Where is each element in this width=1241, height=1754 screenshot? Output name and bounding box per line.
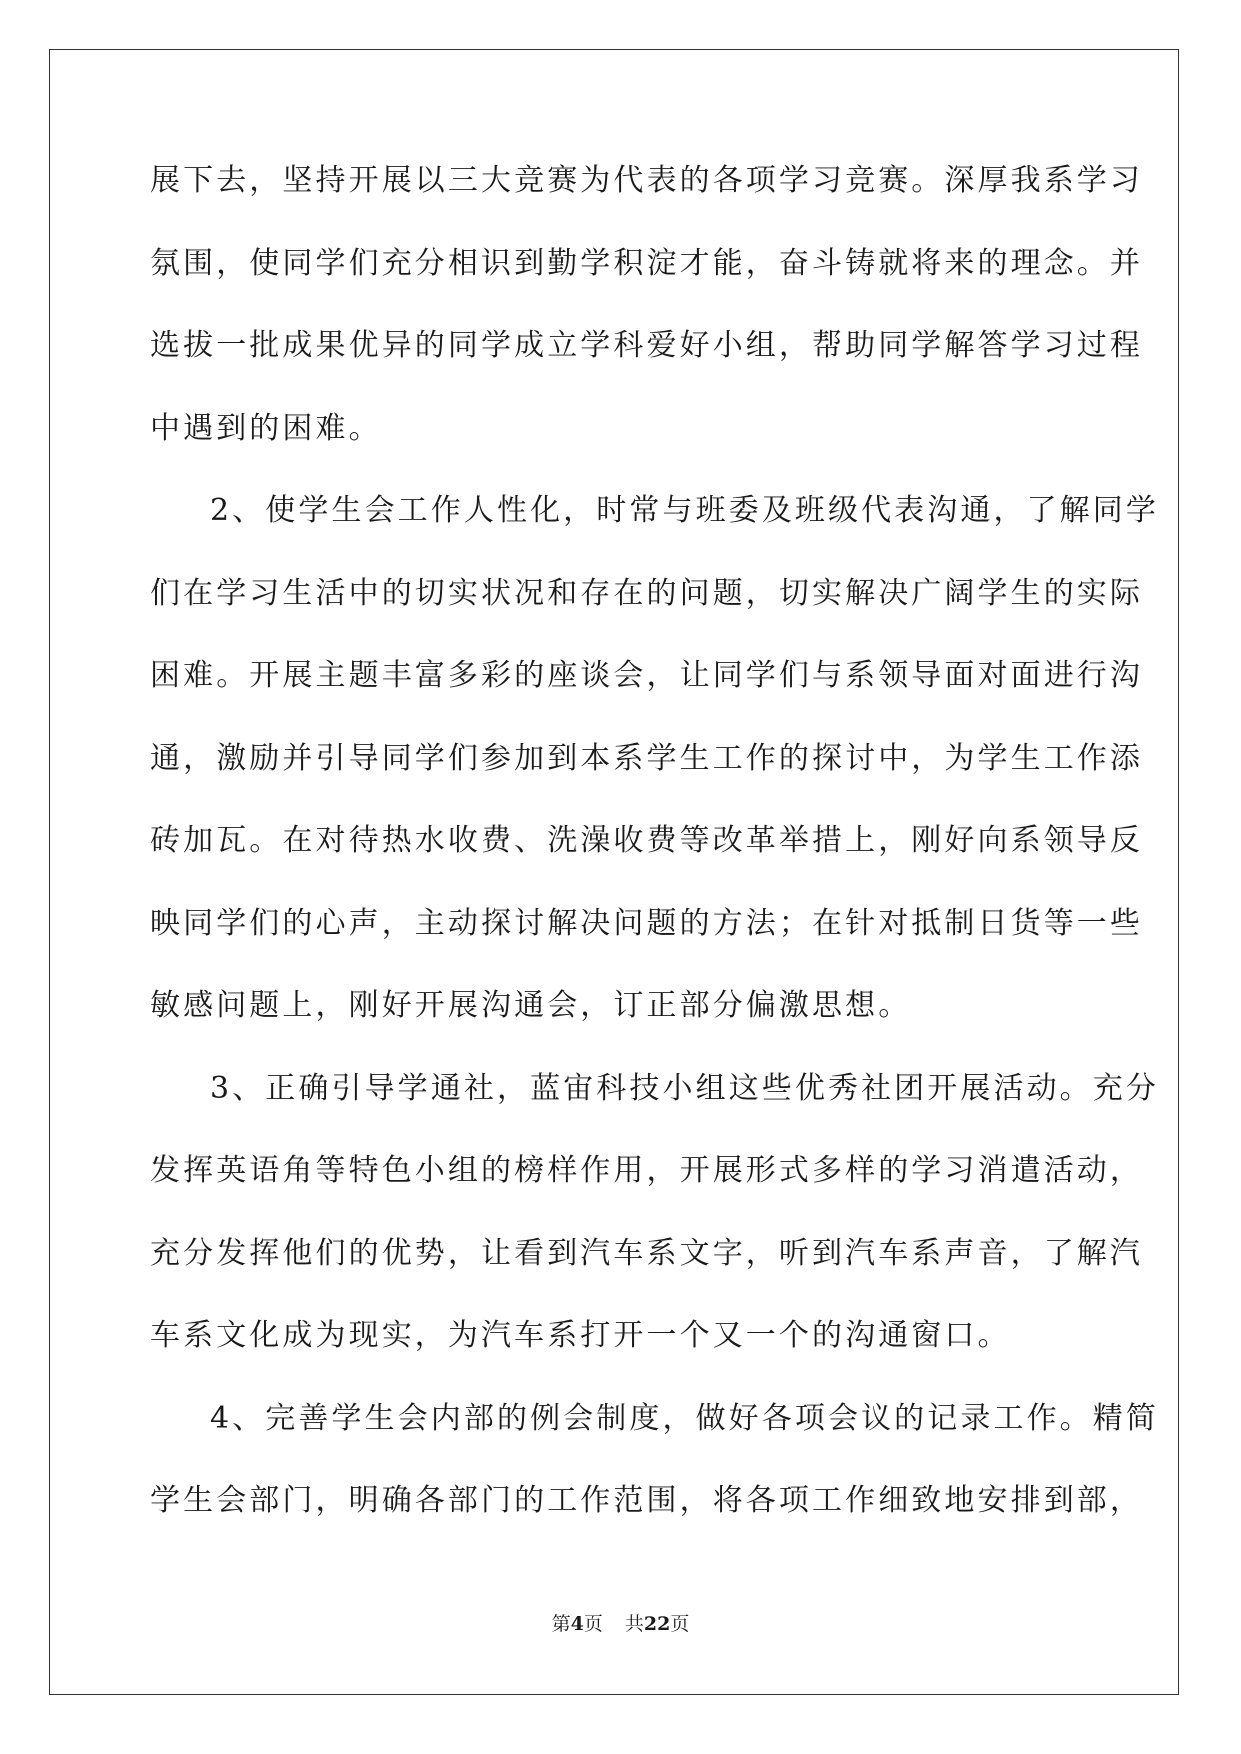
text-line: 砖加瓦。在对待热水收费、洗澡收费等改革举措上，刚好向系领导反 <box>150 823 1143 858</box>
total-prefix: 共 <box>624 1613 644 1635</box>
text-line: 学生会部门，明确各部门的工作范围，将各项工作细致地安排到部， <box>150 1483 1143 1518</box>
text-line: 展下去，坚持开展以三大竞赛为代表的各项学习竞赛。深厚我系学习 <box>150 163 1143 198</box>
text-line: 们在学习生活中的切实状况和存在的问题，切实解决广阔学生的实际 <box>150 575 1143 611</box>
text-line: 2、使学生会工作人性化，时常与班委及班级代表沟通，了解同学 <box>210 493 1159 528</box>
page-footer <box>0 1612 1241 1636</box>
text-line: 困难。开展主题丰富多彩的座谈会，让同学们与系领导面对面进行沟 <box>150 658 1143 693</box>
total-suffix: 页 <box>670 1613 690 1635</box>
text-line: 氛围，使同学们充分相识到勤学积淀才能，奋斗铸就将来的理念。并 <box>150 245 1143 281</box>
text-line: 映同学们的心声，主动探讨解决问题的方法；在针对抵制日货等一些 <box>150 905 1143 941</box>
text-line: 4、完善学生会内部的例会制度，做好各项会议的记录工作。精简 <box>210 1400 1159 1436</box>
page-number: 4 <box>570 1613 584 1635</box>
document-body <box>150 160 1159 1563</box>
text-line: 车系文化成为现实，为汽车系打开一个又一个的沟通窗口。 <box>150 1318 1011 1353</box>
text-line: 充分发挥他们的优势，让看到汽车系文字，听到汽车系声音，了解汽 <box>150 1235 1143 1271</box>
total-pages: 22 <box>643 1613 671 1635</box>
text-line: 3、正确引导学通社，蓝宙科技小组这些优秀社团开展活动。充分 <box>210 1070 1159 1106</box>
text-line: 通，激励并引导同学们参加到本系学生工作的探讨中，为学生工作添 <box>150 740 1143 776</box>
page-suffix: 页 <box>583 1613 603 1635</box>
page-prefix: 第 <box>551 1613 571 1635</box>
text-line: 中遇到的困难。 <box>150 410 382 446</box>
text-line: 发挥英语角等特色小组的榜样作用，开展形式多样的学习消遣活动， <box>150 1153 1143 1188</box>
text-line: 敏感问题上，刚好开展沟通会，订正部分偏激思想。 <box>150 988 912 1023</box>
text-line: 选拔一批成果优异的同学成立学科爱好小组，帮助同学解答学习过程 <box>150 328 1143 363</box>
